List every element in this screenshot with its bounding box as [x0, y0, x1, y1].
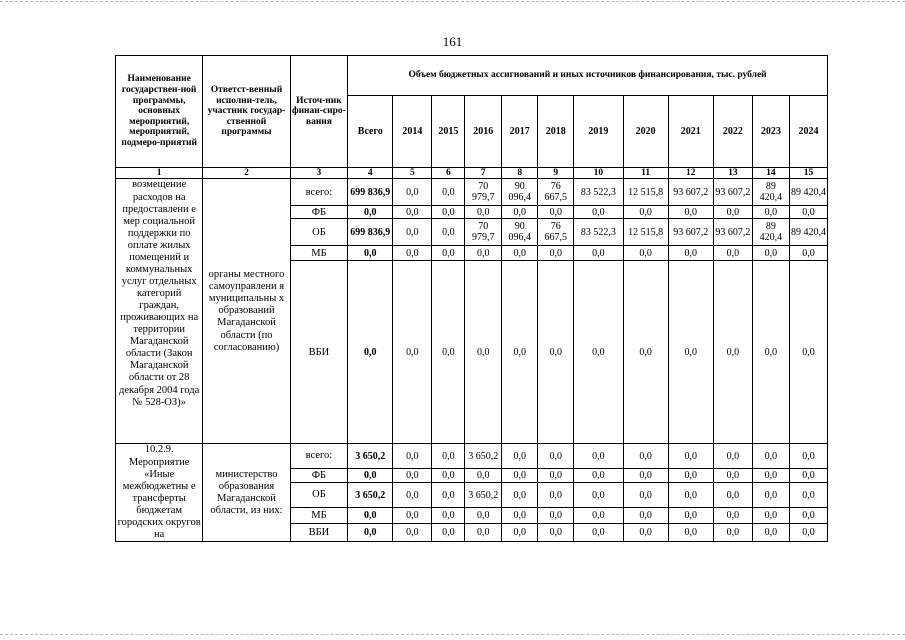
header-year: 2017 [502, 96, 538, 168]
year-value-cell: 0,0 [538, 261, 574, 444]
year-value-cell: 0,0 [465, 206, 502, 219]
header-year: 2024 [789, 96, 827, 168]
column-number: 8 [502, 168, 538, 179]
year-value-cell: 0,0 [623, 508, 668, 524]
year-value-cell: 0,0 [393, 246, 432, 261]
year-value-cell: 0,0 [574, 444, 623, 469]
source-cell: МБ [290, 246, 348, 261]
year-value-cell: 0,0 [393, 261, 432, 444]
year-value-cell: 0,0 [502, 483, 538, 508]
program-name-cell: 10.2.9. Мероприятие «Иные межбюджетны е трансферты бюджетам городских округов на [116, 444, 203, 542]
header-year: 2015 [432, 96, 465, 168]
year-value-cell: 0,0 [465, 246, 502, 261]
year-value-cell: 12 515,8 [623, 219, 668, 246]
year-value-cell: 93 607,2 [668, 179, 713, 206]
year-value-cell: 0,0 [502, 206, 538, 219]
year-value-cell: 0,0 [502, 469, 538, 483]
source-cell: всего: [290, 444, 348, 469]
year-value-cell: 0,0 [623, 524, 668, 541]
year-value-cell: 0,0 [574, 524, 623, 541]
year-value-cell: 0,0 [623, 444, 668, 469]
header-year: 2020 [623, 96, 668, 168]
year-value-cell: 0,0 [538, 206, 574, 219]
column-number: 6 [432, 168, 465, 179]
year-value-cell: 0,0 [668, 444, 713, 469]
budget-table [115, 55, 828, 542]
year-value-cell: 0,0 [623, 206, 668, 219]
source-cell: ФБ [290, 206, 348, 219]
year-value-cell: 0,0 [668, 246, 713, 261]
year-value-cell: 3 650,2 [465, 483, 502, 508]
year-value-cell: 0,0 [623, 261, 668, 444]
year-value-cell: 0,0 [538, 246, 574, 261]
year-value-cell: 0,0 [432, 469, 465, 483]
year-value-cell: 0,0 [789, 261, 827, 444]
column-number: 7 [465, 168, 502, 179]
year-value-cell: 0,0 [789, 246, 827, 261]
year-value-cell: 0,0 [538, 483, 574, 508]
year-value-cell: 0,0 [713, 524, 752, 541]
source-cell: МБ [290, 508, 348, 524]
year-value-cell: 0,0 [623, 246, 668, 261]
year-value-cell: 0,0 [465, 469, 502, 483]
header-year: 2019 [574, 96, 623, 168]
year-value-cell: 0,0 [668, 206, 713, 219]
year-value-cell: 0,0 [393, 483, 432, 508]
year-value-cell: 0,0 [502, 508, 538, 524]
year-value-cell: 0,0 [465, 261, 502, 444]
column-number: 3 [290, 168, 348, 179]
year-value-cell: 0,0 [574, 483, 623, 508]
year-value-cell: 0,0 [668, 524, 713, 541]
year-value-cell: 76 667,5 [538, 219, 574, 246]
total-cell: 3 650,2 [348, 483, 393, 508]
source-cell: ВБИ [290, 524, 348, 541]
year-value-cell: 0,0 [502, 246, 538, 261]
year-value-cell: 0,0 [465, 524, 502, 541]
year-value-cell: 76 667,5 [538, 179, 574, 206]
column-number: 2 [203, 168, 290, 179]
source-cell: ОБ [290, 483, 348, 508]
column-number: 15 [789, 168, 827, 179]
column-number: 1 [116, 168, 203, 179]
year-value-cell: 0,0 [789, 469, 827, 483]
year-value-cell: 0,0 [538, 469, 574, 483]
year-value-cell: 0,0 [789, 206, 827, 219]
year-value-cell: 0,0 [668, 483, 713, 508]
column-number: 5 [393, 168, 432, 179]
year-value-cell: 0,0 [668, 469, 713, 483]
year-value-cell: 0,0 [432, 246, 465, 261]
header-responsible: Ответст-венный исполни-тель, участник государ-ственной программы [203, 56, 290, 168]
year-value-cell: 0,0 [393, 219, 432, 246]
year-value-cell: 70 979,7 [465, 179, 502, 206]
year-value-cell: 0,0 [713, 483, 752, 508]
year-value-cell: 12 515,8 [623, 179, 668, 206]
scan-edge-top [0, 1, 905, 2]
year-value-cell: 0,0 [393, 524, 432, 541]
column-number: 12 [668, 168, 713, 179]
total-cell: 699 836,9 [348, 179, 393, 206]
year-value-cell: 0,0 [623, 469, 668, 483]
year-value-cell: 0,0 [752, 508, 789, 524]
year-value-cell: 0,0 [574, 246, 623, 261]
header-total: Всего [348, 96, 393, 168]
year-value-cell: 89 420,4 [752, 219, 789, 246]
year-value-cell: 0,0 [713, 469, 752, 483]
source-cell: всего: [290, 179, 348, 206]
year-value-cell: 0,0 [393, 469, 432, 483]
year-value-cell: 0,0 [502, 524, 538, 541]
year-value-cell: 93 607,2 [713, 219, 752, 246]
year-value-cell: 93 607,2 [668, 219, 713, 246]
total-cell: 3 650,2 [348, 444, 393, 469]
header-year: 2016 [465, 96, 502, 168]
year-value-cell: 0,0 [538, 508, 574, 524]
year-value-cell: 90 096,4 [502, 179, 538, 206]
total-cell: 0,0 [348, 524, 393, 541]
table-row [116, 179, 828, 206]
year-value-cell: 0,0 [502, 444, 538, 469]
column-number: 11 [623, 168, 668, 179]
total-cell: 0,0 [348, 206, 393, 219]
header-year: 2018 [538, 96, 574, 168]
year-value-cell: 83 522,3 [574, 219, 623, 246]
year-value-cell: 0,0 [752, 246, 789, 261]
year-value-cell: 89 420,4 [789, 219, 827, 246]
year-value-cell: 0,0 [752, 206, 789, 219]
header-year: 2023 [752, 96, 789, 168]
year-value-cell: 0,0 [668, 261, 713, 444]
year-value-cell: 0,0 [432, 219, 465, 246]
year-value-cell: 83 522,3 [574, 179, 623, 206]
year-value-cell: 0,0 [432, 524, 465, 541]
year-value-cell: 0,0 [752, 483, 789, 508]
year-value-cell: 0,0 [752, 469, 789, 483]
year-value-cell: 89 420,4 [789, 179, 827, 206]
header-year: 2021 [668, 96, 713, 168]
source-cell: ФБ [290, 469, 348, 483]
column-number: 10 [574, 168, 623, 179]
header-program: Наименование государствен-ной программы, основных мероприятий, мероприятий, подмеро-приятий [116, 56, 203, 168]
year-value-cell: 0,0 [713, 508, 752, 524]
page-number: 161 [442, 34, 463, 49]
year-value-cell: 0,0 [502, 261, 538, 444]
year-value-cell: 0,0 [713, 444, 752, 469]
year-value-cell: 0,0 [432, 508, 465, 524]
year-value-cell: 0,0 [623, 483, 668, 508]
table-row [116, 444, 828, 469]
year-value-cell: 0,0 [432, 261, 465, 444]
total-cell: 0,0 [348, 261, 393, 444]
header-year: 2022 [713, 96, 752, 168]
year-value-cell: 0,0 [752, 261, 789, 444]
total-cell: 0,0 [348, 246, 393, 261]
year-value-cell: 0,0 [752, 524, 789, 541]
year-value-cell: 0,0 [713, 261, 752, 444]
year-value-cell: 0,0 [393, 444, 432, 469]
responsible-cell: министерство образования Магаданской области, из них: [203, 444, 290, 542]
year-value-cell: 0,0 [393, 206, 432, 219]
year-value-cell: 0,0 [465, 508, 502, 524]
year-value-cell: 70 979,7 [465, 219, 502, 246]
total-cell: 0,0 [348, 469, 393, 483]
column-number: 14 [752, 168, 789, 179]
year-value-cell: 0,0 [574, 206, 623, 219]
year-value-cell: 3 650,2 [465, 444, 502, 469]
total-cell: 699 836,9 [348, 219, 393, 246]
column-number: 13 [713, 168, 752, 179]
year-value-cell: 0,0 [432, 483, 465, 508]
column-number: 4 [348, 168, 393, 179]
column-number: 9 [538, 168, 574, 179]
year-value-cell: 0,0 [789, 483, 827, 508]
year-value-cell: 0,0 [574, 261, 623, 444]
header-source: Источ-ник финан-сиро-вания [290, 56, 348, 168]
year-value-cell: 0,0 [538, 444, 574, 469]
year-value-cell: 0,0 [432, 444, 465, 469]
year-value-cell: 0,0 [393, 179, 432, 206]
header-year: 2014 [393, 96, 432, 168]
year-value-cell: 0,0 [538, 524, 574, 541]
year-value-cell: 0,0 [713, 246, 752, 261]
source-cell: ОБ [290, 219, 348, 246]
year-value-cell: 90 096,4 [502, 219, 538, 246]
source-cell: ВБИ [290, 261, 348, 444]
year-value-cell: 0,0 [752, 444, 789, 469]
header-funding-group: Объем бюджетных ассигнований и иных источников финансирования, тыс. рублей [348, 56, 828, 96]
total-cell: 0,0 [348, 508, 393, 524]
year-value-cell: 0,0 [432, 179, 465, 206]
year-value-cell: 0,0 [432, 206, 465, 219]
year-value-cell: 0,0 [574, 469, 623, 483]
year-value-cell: 0,0 [713, 206, 752, 219]
year-value-cell: 0,0 [789, 444, 827, 469]
year-value-cell: 0,0 [789, 524, 827, 541]
program-name-cell: возмещение расходов на предоставлени е мер социальной поддержки по оплате жилых помещений и коммунальных услуг отдельных категорий граждан, проживающих на территории Магаданской области (Закон Магаданской области от 28 декабря 2004 года № 528-ОЗ)» [116, 179, 203, 444]
year-value-cell: 0,0 [789, 508, 827, 524]
year-value-cell: 0,0 [574, 508, 623, 524]
year-value-cell: 89 420,4 [752, 179, 789, 206]
scan-edge-bottom [0, 634, 905, 635]
year-value-cell: 93 607,2 [713, 179, 752, 206]
year-value-cell: 0,0 [668, 508, 713, 524]
year-value-cell: 0,0 [393, 508, 432, 524]
responsible-cell: органы местного самоуправлени я муниципальны х образований Магаданской области (по согласованию) [203, 179, 290, 444]
